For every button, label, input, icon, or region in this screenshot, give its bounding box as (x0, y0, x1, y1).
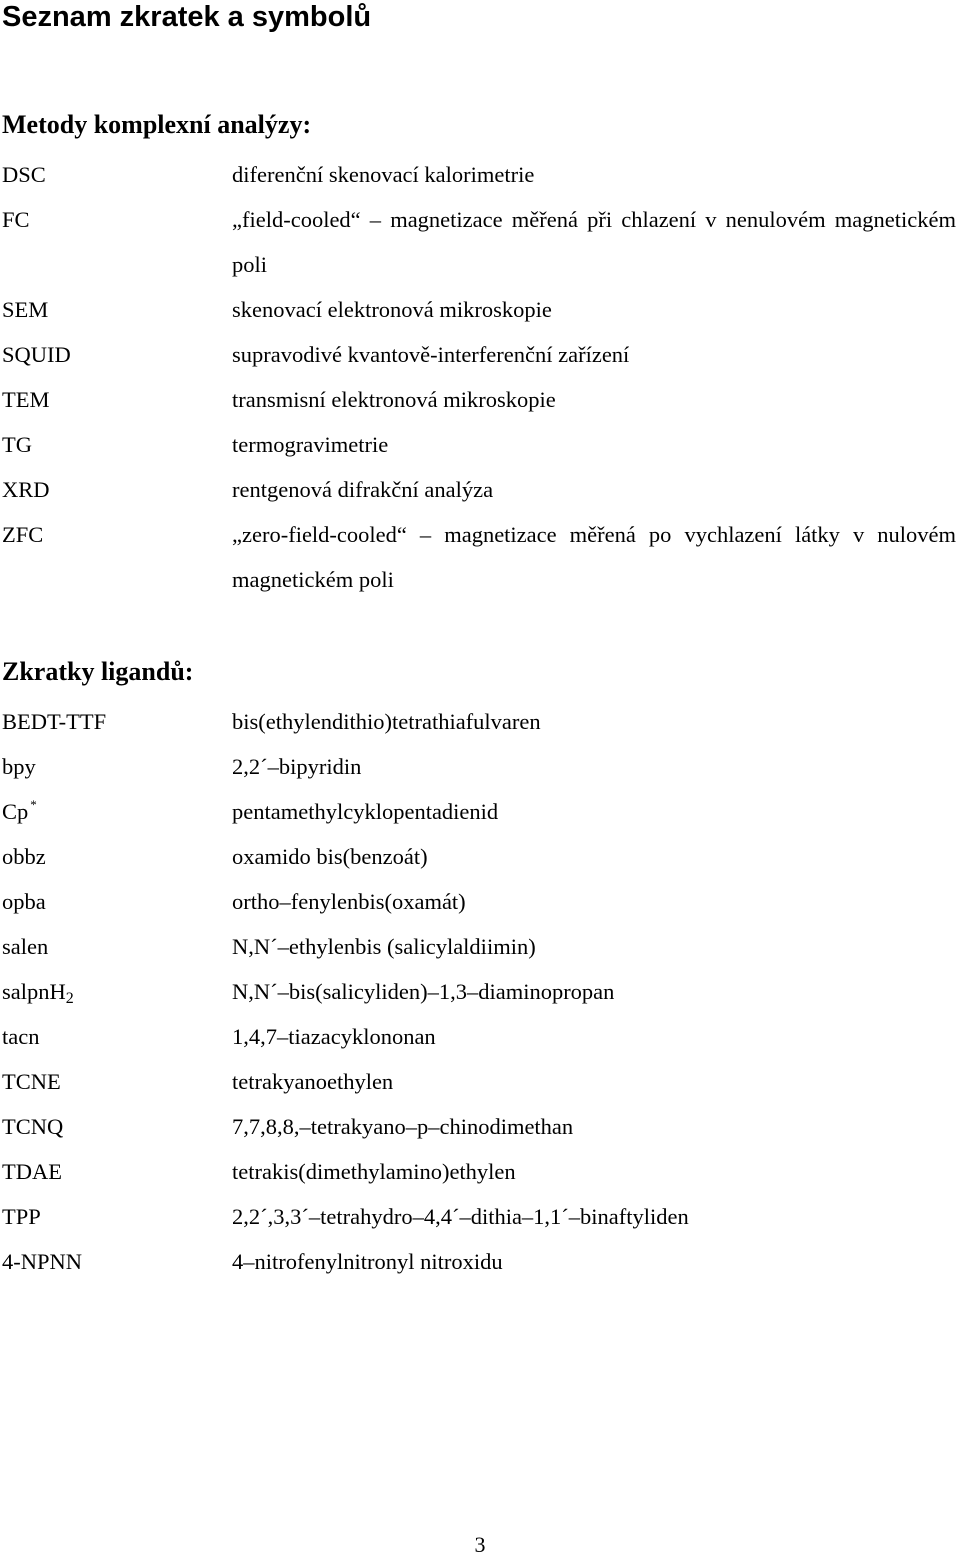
list-item (2, 197, 956, 287)
abbreviation: bpy (2, 754, 36, 779)
list-item (2, 834, 956, 879)
subscript-index: 2 (65, 990, 74, 1007)
abbreviation: TDAE (2, 1159, 62, 1184)
abbreviation: XRD (2, 477, 50, 502)
definition: N,N´–bis(salicyliden)–1,3–diaminopropan (232, 979, 615, 1004)
definition: supravodivé kvantově-interferenční zařízení (232, 342, 630, 367)
methods-abbreviation-list (2, 152, 956, 602)
list-item (2, 152, 956, 197)
list-item (2, 699, 956, 744)
definition: 7,7,8,8,–tetrakyano–p–chinodimethan (232, 1114, 574, 1139)
methods-heading: Metody komplexní analýzy: (2, 110, 312, 139)
abbreviation-with-subscript (2, 969, 232, 1014)
abbreviation-text: Cp (2, 799, 29, 824)
list-item (2, 969, 956, 1014)
list-item (2, 287, 956, 332)
definition: bis(ethylendithio)tetrathiafulvaren (232, 709, 541, 734)
abbreviation: ZFC (2, 522, 44, 547)
ligands-abbreviation-list (2, 699, 956, 1284)
abbreviation: SQUID (2, 342, 71, 367)
superscript-mark: * (30, 797, 37, 812)
abbreviation: TPP (2, 1204, 41, 1229)
abbreviation: DSC (2, 162, 46, 187)
abbreviation: TG (2, 432, 32, 457)
abbreviation-with-superscript (2, 789, 232, 834)
definition: pentamethylcyklopentadienid (232, 799, 499, 824)
definition: 2,2´,3,3´–tetrahydro–4,4´–dithia–1,1´–binaftyliden (232, 1204, 689, 1229)
ligands-heading: Zkratky ligandů: (2, 657, 194, 686)
abbreviation: TEM (2, 387, 50, 412)
list-item (2, 744, 956, 789)
abbreviation: salen (2, 934, 49, 959)
list-item (2, 1059, 956, 1104)
definition: 4–nitrofenylnitronyl nitroxidu (232, 1249, 503, 1274)
abbreviation: obbz (2, 844, 46, 869)
list-item (2, 377, 956, 422)
definition: skenovací elektronová mikroskopie (232, 297, 552, 322)
definition: oxamido bis(benzoát) (232, 844, 428, 869)
list-item (2, 467, 956, 512)
abbreviation: BEDT-TTF (2, 709, 107, 734)
list-item (2, 1149, 956, 1194)
list-item (2, 1239, 956, 1284)
abbreviation: TCNE (2, 1069, 61, 1094)
list-item (2, 1194, 956, 1239)
page-title: Seznam zkratek a symbolů (2, 1, 372, 33)
list-item (2, 332, 956, 377)
list-item (2, 1104, 956, 1149)
definition: tetrakyanoethylen (232, 1069, 394, 1094)
definition: diferenční skenovací kalorimetrie (232, 162, 535, 187)
list-item (2, 512, 956, 602)
abbreviation: 4-NPNN (2, 1249, 83, 1274)
definition: tetrakis(dimethylamino)ethylen (232, 1159, 516, 1184)
list-item (2, 1014, 956, 1059)
abbreviation: tacn (2, 1024, 40, 1049)
definition: rentgenová difrakční analýza (232, 477, 494, 502)
list-item (2, 789, 956, 834)
definition: 2,2´–bipyridin (232, 754, 362, 779)
abbreviation: FC (2, 207, 30, 232)
abbreviation-text: salpnH (2, 979, 66, 1004)
abbreviation: TCNQ (2, 1114, 64, 1139)
definition: 1,4,7–tiazacyklononan (232, 1024, 436, 1049)
definition: ortho–fenylenbis(oxamát) (232, 889, 466, 914)
list-item (2, 879, 956, 924)
definition: „field-cooled“ – magnetizace měřená při chlazení v nenulovém magnetickém poli (232, 207, 956, 277)
list-item (2, 422, 956, 467)
definition: N,N´–ethylenbis (salicylaldiimin) (232, 934, 536, 959)
list-item (2, 924, 956, 969)
definition: „zero-field-cooled“ – magnetizace měřená po vychlazení látky v nulovém magnetickém poli (232, 522, 956, 592)
definition: transmisní elektronová mikroskopie (232, 387, 556, 412)
page-number: 3 (474, 1532, 486, 1557)
abbreviation: opba (2, 889, 46, 914)
abbreviation: SEM (2, 297, 49, 322)
definition: termogravimetrie (232, 432, 389, 457)
